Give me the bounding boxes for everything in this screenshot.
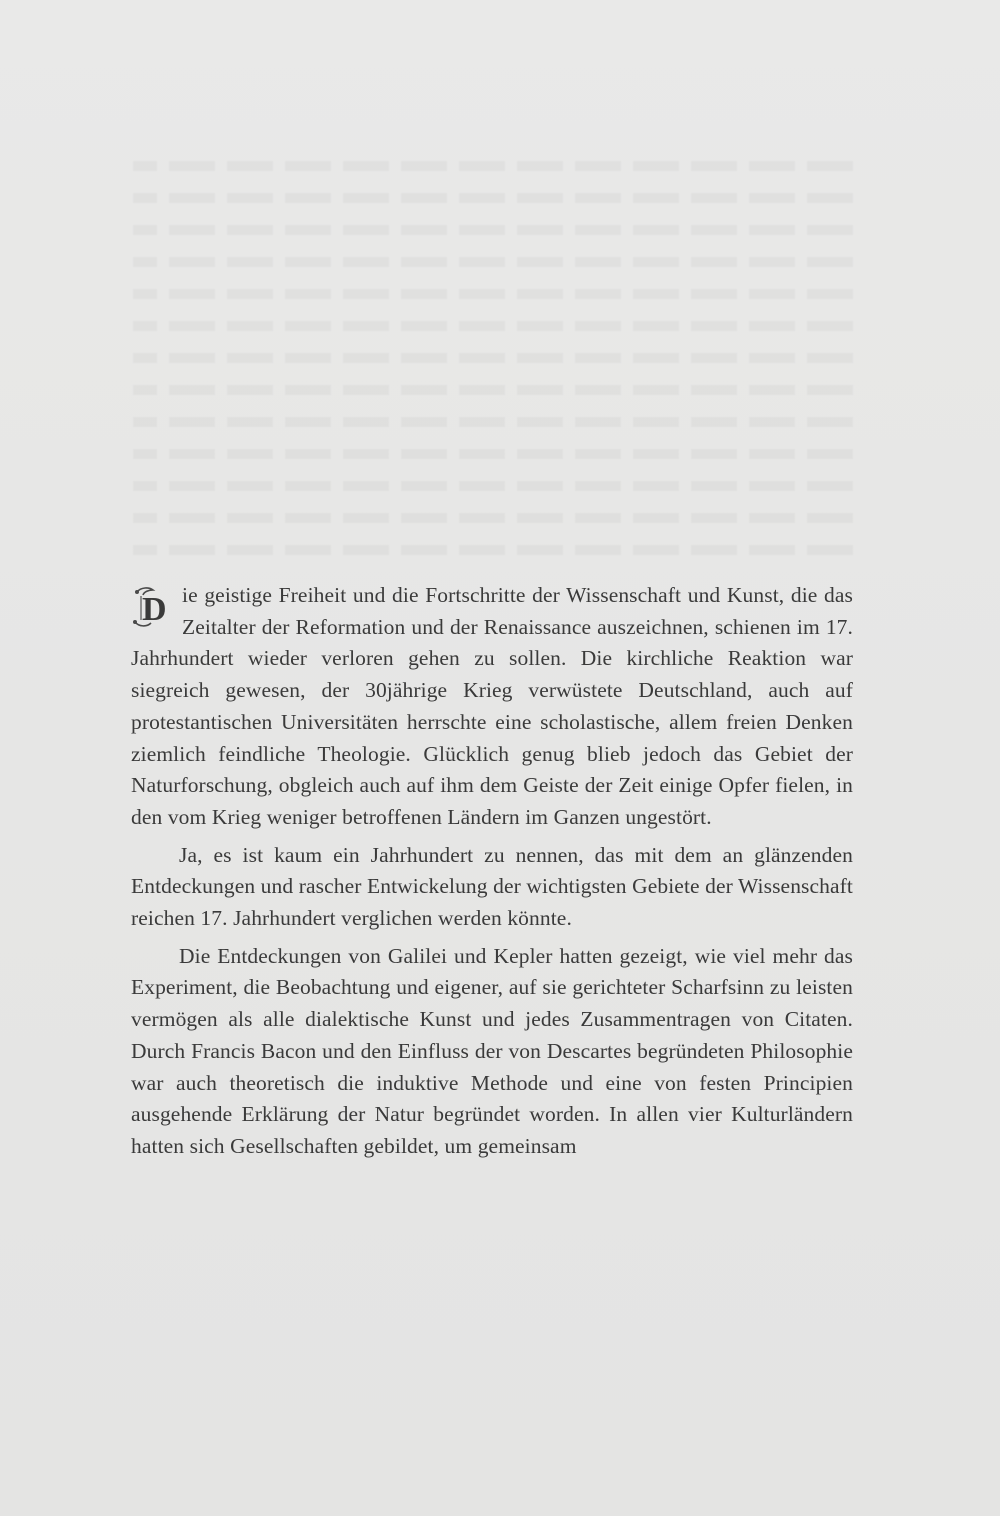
paragraph-2: Ja, es ist kaum ein Jahrhundert zu nennen, das mit dem an glänzenden Entdeckungen und rascher Entwickelung der wichtigsten Gebiete der Wissenschaft reichen 17. Jahrhundert verglichen werden könnte. bbox=[131, 842, 853, 931]
ornamental-drop-cap bbox=[131, 586, 181, 628]
body-text bbox=[131, 580, 853, 1163]
svg-text:D: D bbox=[142, 591, 167, 628]
paragraph-1-text: ie geistige Freiheit und die Fortschritte der Wissenschaft und Kunst, die das Zeitalter der Reformation und der Renaissance auszeichnen, schienen im 17. Jahrhundert wieder verloren gehen zu sollen. Die kirchliche Reaktion war siegreich gewesen, der 30jährige Krieg verwüstete Deutschland, auch auf protestantischen Universitäten herrschte eine scholastische, allem freien Denken ziemlich feindliche Theologie. Glücklich genug blieb jedoch das Gebiet der Naturforschung, obgleich auch auf ihm dem Geiste der Zeit einige Opfer fielen, in den vom Krieg weniger betroffenen Ländern im Ganzen ungestört. bbox=[131, 583, 853, 829]
paragraph-1 bbox=[131, 580, 853, 834]
paragraph-3: Die Entdeckungen von Galilei und Kepler hatten gezeigt, wie viel mehr das Experiment, die Beobachtung und eigener, auf sie gerichteter Scharfsinn zu leisten vermögen als alle dialektische Kunst und jedes Zusammentragen von Citaten. Durch Francis Bacon und den Einfluss der von Descartes begründeten Philosophie war auch theoretisch die induktive Methode und eine von festen Principien ausgehende Erklärung der Natur begründet worden. In allen vier Kulturländern hatten sich Gesellschaften gebildet, um gemeinsam bbox=[131, 943, 853, 1158]
drop-cap-ornament-icon bbox=[131, 586, 181, 628]
show-through-text bbox=[133, 150, 853, 566]
